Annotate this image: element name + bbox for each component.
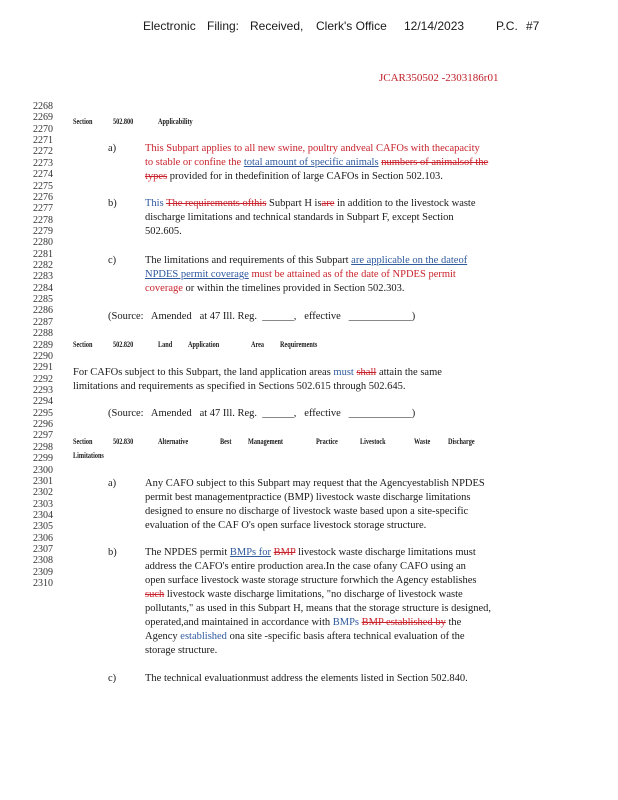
line-number: 2291 [33,362,53,374]
line-number: 2286 [33,305,53,317]
line-number: 2307 [33,544,53,556]
line-number: 2270 [33,123,53,135]
line-number: 2282 [33,260,53,272]
line-number: 2275 [33,180,53,192]
line-number: 2273 [33,157,53,169]
source-blank: ______, [262,311,297,322]
inserted-text: BMPs [332,617,360,628]
line-number: 2309 [33,566,53,578]
document-id: JCAR350502 -2303186r01 [379,72,499,84]
line-number: 2306 [33,532,53,544]
line-number: 2278 [33,214,53,226]
line-number: 2292 [33,373,53,385]
line-number: 2274 [33,169,53,181]
source-register: at 47 Ill. Reg. [199,408,258,419]
deleted-text: types [145,171,168,182]
inserted-text: must [333,367,354,378]
header-pc-number: #7 [526,19,540,33]
filing-header [0,19,618,35]
section-title: Applicability [158,117,193,126]
section-label: Section [73,340,93,349]
text-segment: The limitations and requirements of this Subpart [145,255,349,266]
source-blank: ______, [262,408,297,419]
text-segment: Subpart H is [269,198,322,209]
section-title-word: Area [251,340,265,349]
source-amended: Amended [150,311,192,322]
text-segment: to stable or confine the [145,157,242,168]
header-electronic: Electronic [143,19,196,33]
para-b-line-1 [145,197,476,211]
header-filing: Filing: [207,19,240,33]
deleted-text: such [145,589,165,600]
line-number: 2287 [33,316,53,328]
line-number: 2304 [33,509,53,521]
para-830b-line-5: pollutants," as used in this Subpart H, means that the storage structure is designed, [145,603,492,614]
section-label: Section [73,437,93,446]
text-segment: For CAFOs subject to this Subpart, the land application areas [73,367,331,378]
source-note [108,407,415,421]
line-number: 2289 [33,339,53,351]
header-date: 12/14/2023 [404,19,465,33]
item-marker-a: a) [108,143,117,154]
inserted-text: NPDES permit coverage [145,269,249,280]
inserted-text: This [145,198,164,209]
deleted-text: BMP established by [361,617,446,628]
para-a-line-2 [145,156,488,170]
text-segment: operated,and maintained in accordance with [145,617,331,628]
source-effective: effective [304,408,341,419]
line-number: 2305 [33,521,53,533]
text-segment: The NPDES permit [145,547,228,558]
para-c-line-1 [145,254,467,268]
deleted-text: are [321,198,335,209]
deleted-text: The requirements ofthis [166,198,267,209]
line-number: 2281 [33,248,53,260]
line-number: 2268 [33,101,53,112]
para-830c-line-1: The technical evaluationmust address the elements listed in Section 502.840. [145,673,468,684]
para-830b-line-7 [145,630,465,644]
text-segment: livestock waste discharge limitations must [298,547,476,558]
line-number: 2303 [33,498,53,510]
section-title-word: Requirements [280,340,318,349]
line-number: 2271 [33,135,53,147]
text-segment: Agency [145,631,178,642]
item-marker-a: a) [108,478,117,489]
line-number: 2299 [33,453,53,465]
section-label: Section [73,117,93,126]
deleted-text: numbers of animalsof the [381,157,489,168]
line-number: 2308 [33,555,53,567]
section-title-word: Alternative [158,437,189,446]
header-received: Received, [250,19,304,33]
source-label: (Source: [108,408,144,419]
line-number: 2297 [33,430,53,442]
section-title-word: Application [188,340,220,349]
line-number: 2293 [33,385,53,396]
line-number: 2300 [33,464,53,476]
para-830a-line-2: permit best managementpractice (BMP) livestock waste discharge limitations [145,492,471,503]
line-number: 2284 [33,282,53,294]
line-number: 2290 [33,350,53,362]
text-segment: the [448,617,462,628]
para-a-line-3 [145,170,443,184]
source-register: at 47 Ill. Reg. [199,311,258,322]
text-segment: livestock waste discharge limitations, "no discharge of livestock waste [166,589,463,600]
inserted-text: established [180,631,227,642]
line-number: 2269 [33,112,53,124]
deleted-text: BMP [273,547,296,558]
source-effective: effective [304,311,341,322]
para-c-line-2 [145,268,456,282]
item-marker-c: c) [108,673,117,684]
para-820-line-1 [73,366,442,380]
item-marker-b: b) [108,198,117,209]
section-title-word: Discharge [448,437,475,446]
para-830b-line-6 [145,616,461,630]
source-blank: ____________) [348,311,416,322]
para-830a-line-4: evaluation of the CAF O's open surface livestock storage structure. [145,520,427,531]
line-number: 2296 [33,419,53,431]
line-number: 2295 [33,407,53,419]
source-note [108,310,415,324]
line-number: 2288 [33,328,53,340]
item-marker-c: c) [108,255,117,266]
para-a-line-1: This Subpart applies to all new swine, poultry andveal CAFOs with thecapacity [145,143,480,154]
source-amended: Amended [150,408,192,419]
text-segment: attain the same [378,367,442,378]
section-number: 502.830 [113,437,134,446]
line-number: 2302 [33,487,53,499]
para-830a-line-3: designed to ensure no discharge of livestock waste based upon a site-specific [145,506,469,517]
section-title-word: Land [158,340,173,349]
section-title-word: Livestock [360,437,386,446]
para-830b-line-2: address the CAFO's entire production area.In the case ofany CAFO using an [145,561,466,572]
para-c-line-3 [145,282,405,296]
header-pc: P.C. [496,19,518,33]
para-b-line-3: 502.605. [145,226,182,237]
section-title-word: Best [220,437,232,446]
text-segment: or within the timelines provided in Section 502.303. [185,283,405,294]
line-number: 2310 [33,578,53,590]
text-segment: ona site -specific basis aftera technical evaluation of the [229,631,465,642]
text-segment: in addition to the livestock waste [337,198,476,209]
source-blank: ____________) [348,408,416,419]
para-b-line-2: discharge limitations and technical standards in Subpart F, except Section [145,212,454,223]
para-830a-line-1: Any CAFO subject to this Subpart may request that the Agencyestablish NPDES [145,478,485,489]
para-830b-line-1 [145,546,476,560]
text-segment: coverage [145,283,183,294]
section-title-word: Limitations [73,451,104,460]
para-830b-line-3: open surface livestock waste storage structure forwhich the Agency establishes [145,575,477,586]
para-830b-line-4 [145,588,463,602]
section-title-word: Waste [414,437,431,446]
inserted-text: total amount of specific animals [243,157,379,168]
text-segment: must be attained as of the date of NPDES permit [251,269,456,280]
header-clerks-office: Clerk's Office [316,19,387,33]
deleted-text: shall [356,367,377,378]
para-830b-line-8: storage structure. [145,645,218,656]
section-title-word: Practice [316,437,338,446]
line-number: 2272 [33,146,53,158]
line-number: 2283 [33,271,53,283]
line-number: 2294 [33,396,53,408]
line-number: 2277 [33,203,53,215]
inserted-text: are applicable on the dateof [351,255,468,266]
line-number: 2301 [33,475,53,487]
line-number: 2285 [33,294,53,306]
para-820-line-2: limitations and requirements as specified in Sections 502.615 through 502.645. [73,381,406,392]
text-segment: provided for in thedefinition of large CAFOs in Section 502.103. [169,171,443,182]
line-number: 2280 [33,237,53,249]
line-number: 2279 [33,225,53,237]
line-number: 2298 [33,441,53,453]
item-marker-b: b) [108,547,117,558]
section-title-word: Management [248,437,284,446]
source-label: (Source: [108,311,144,322]
section-number: 502.800 [113,117,134,126]
section-number: 502.820 [113,340,134,349]
line-number: 2276 [33,191,53,203]
inserted-text: BMPs for [229,547,272,558]
